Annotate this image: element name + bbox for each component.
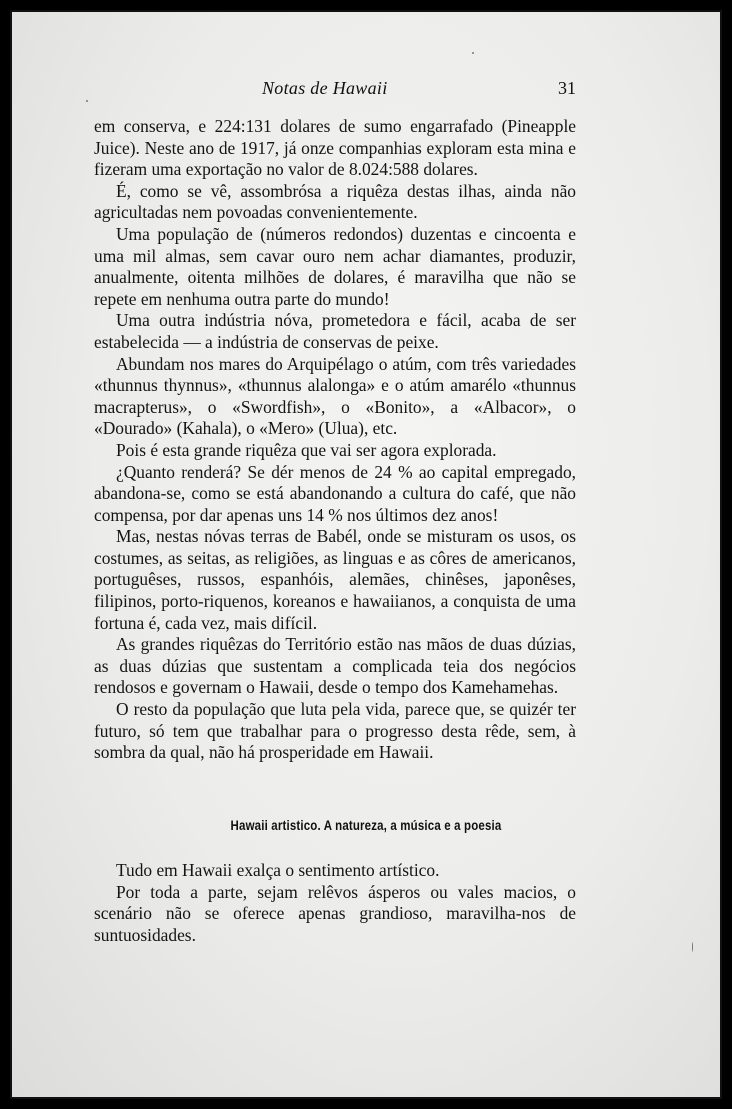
paragraph: Abundam nos mares do Arquipélago o atúm, com três variedades «thunnus thynnus», «thunnus alalonga» e o atúm amarélo «thunnus macrapterus», o «Swordfish», o «Bonito», a «Albacor», o «Dourado» (Kahala), o «Mero» (Ulua), etc. — [94, 353, 576, 439]
paragraph: Uma população de (números redondos) duzentas e cincoenta e uma mil almas, sem cavar ouro nem achar diamantes, produzir, anualmente, oitenta milhões de dolares, é maravilha que não se repete em nenhuma outra parte do mundo! — [94, 223, 576, 309]
paragraph: Por toda a parte, sejam relêvos ásperos ou vales macios, o scenário não se oferece apenas grandioso, maravilha-nos de suntuosidades. — [94, 881, 576, 945]
paragraph: É, como se vê, assombrósa a riquêza destas ilhas, ainda não agricultadas nem povoadas convenientemente. — [94, 180, 576, 223]
paragraph: Uma outra indústria nóva, prometedora e fácil, acaba de ser estabelecida — a indústria de conservas de peixe. — [94, 310, 576, 352]
section-text — [94, 860, 576, 946]
section-heading: Hawaii artistico. A natureza, a música e a poesia — [230, 818, 502, 833]
running-title: Notas de Hawaii — [262, 78, 388, 98]
paragraph: O resto da população que luta pela vida, parece que, se quizér ter futuro, só tem que trabalhar para o progresso desta rêde, sem, à sombra da qual, não há prosperidade em Hawaii. — [94, 699, 576, 763]
paper-speck — [472, 52, 474, 54]
paragraph: As grandes riquêzas do Território estão nas mãos de duas dúzias, as duas dúzias que sustentam a complicada teia dos negócios rendosos e governam o Hawaii, desde o tempo dos Kamehamehas. — [94, 634, 576, 698]
paragraph: Tudo em Hawaii exalça o sentimento artístico. — [116, 860, 440, 880]
paragraph: em conserva, e 224:131 dolares de sumo engarrafado (Pineapple Juice). Neste ano de 1917, já onze companhias exploram esta mina e fizeram uma exportação no valor de 8.024:588 dolares. — [94, 116, 576, 180]
paragraph: Mas, nestas nóvas terras de Babél, onde se misturam os usos, os costumes, as seitas, as religiões, as linguas e as côres de americanos, portuguêses, russos, espanhóis, alemães, chinêses, japonêses, filipinos, porto-riquenos, koreanos e hawaiianos, a conquista de uma fortuna é, cada vez, mais difícil. — [94, 526, 576, 633]
paragraph: ¿Quanto renderá? Se dér menos de 24 % ao capital empregado, abandona-se, como se está abandonando a cultura do café, que não compensa, por dar apenas uns 14 % nos últimos dez anos! — [94, 461, 576, 525]
page-number: 31 — [558, 78, 576, 98]
paragraph: Pois é esta grande riquêza que vai ser agora explorada. — [116, 439, 497, 460]
page-header — [12, 78, 720, 102]
body-text — [94, 116, 576, 764]
paper-speck — [692, 942, 693, 952]
book-page — [10, 10, 722, 1099]
